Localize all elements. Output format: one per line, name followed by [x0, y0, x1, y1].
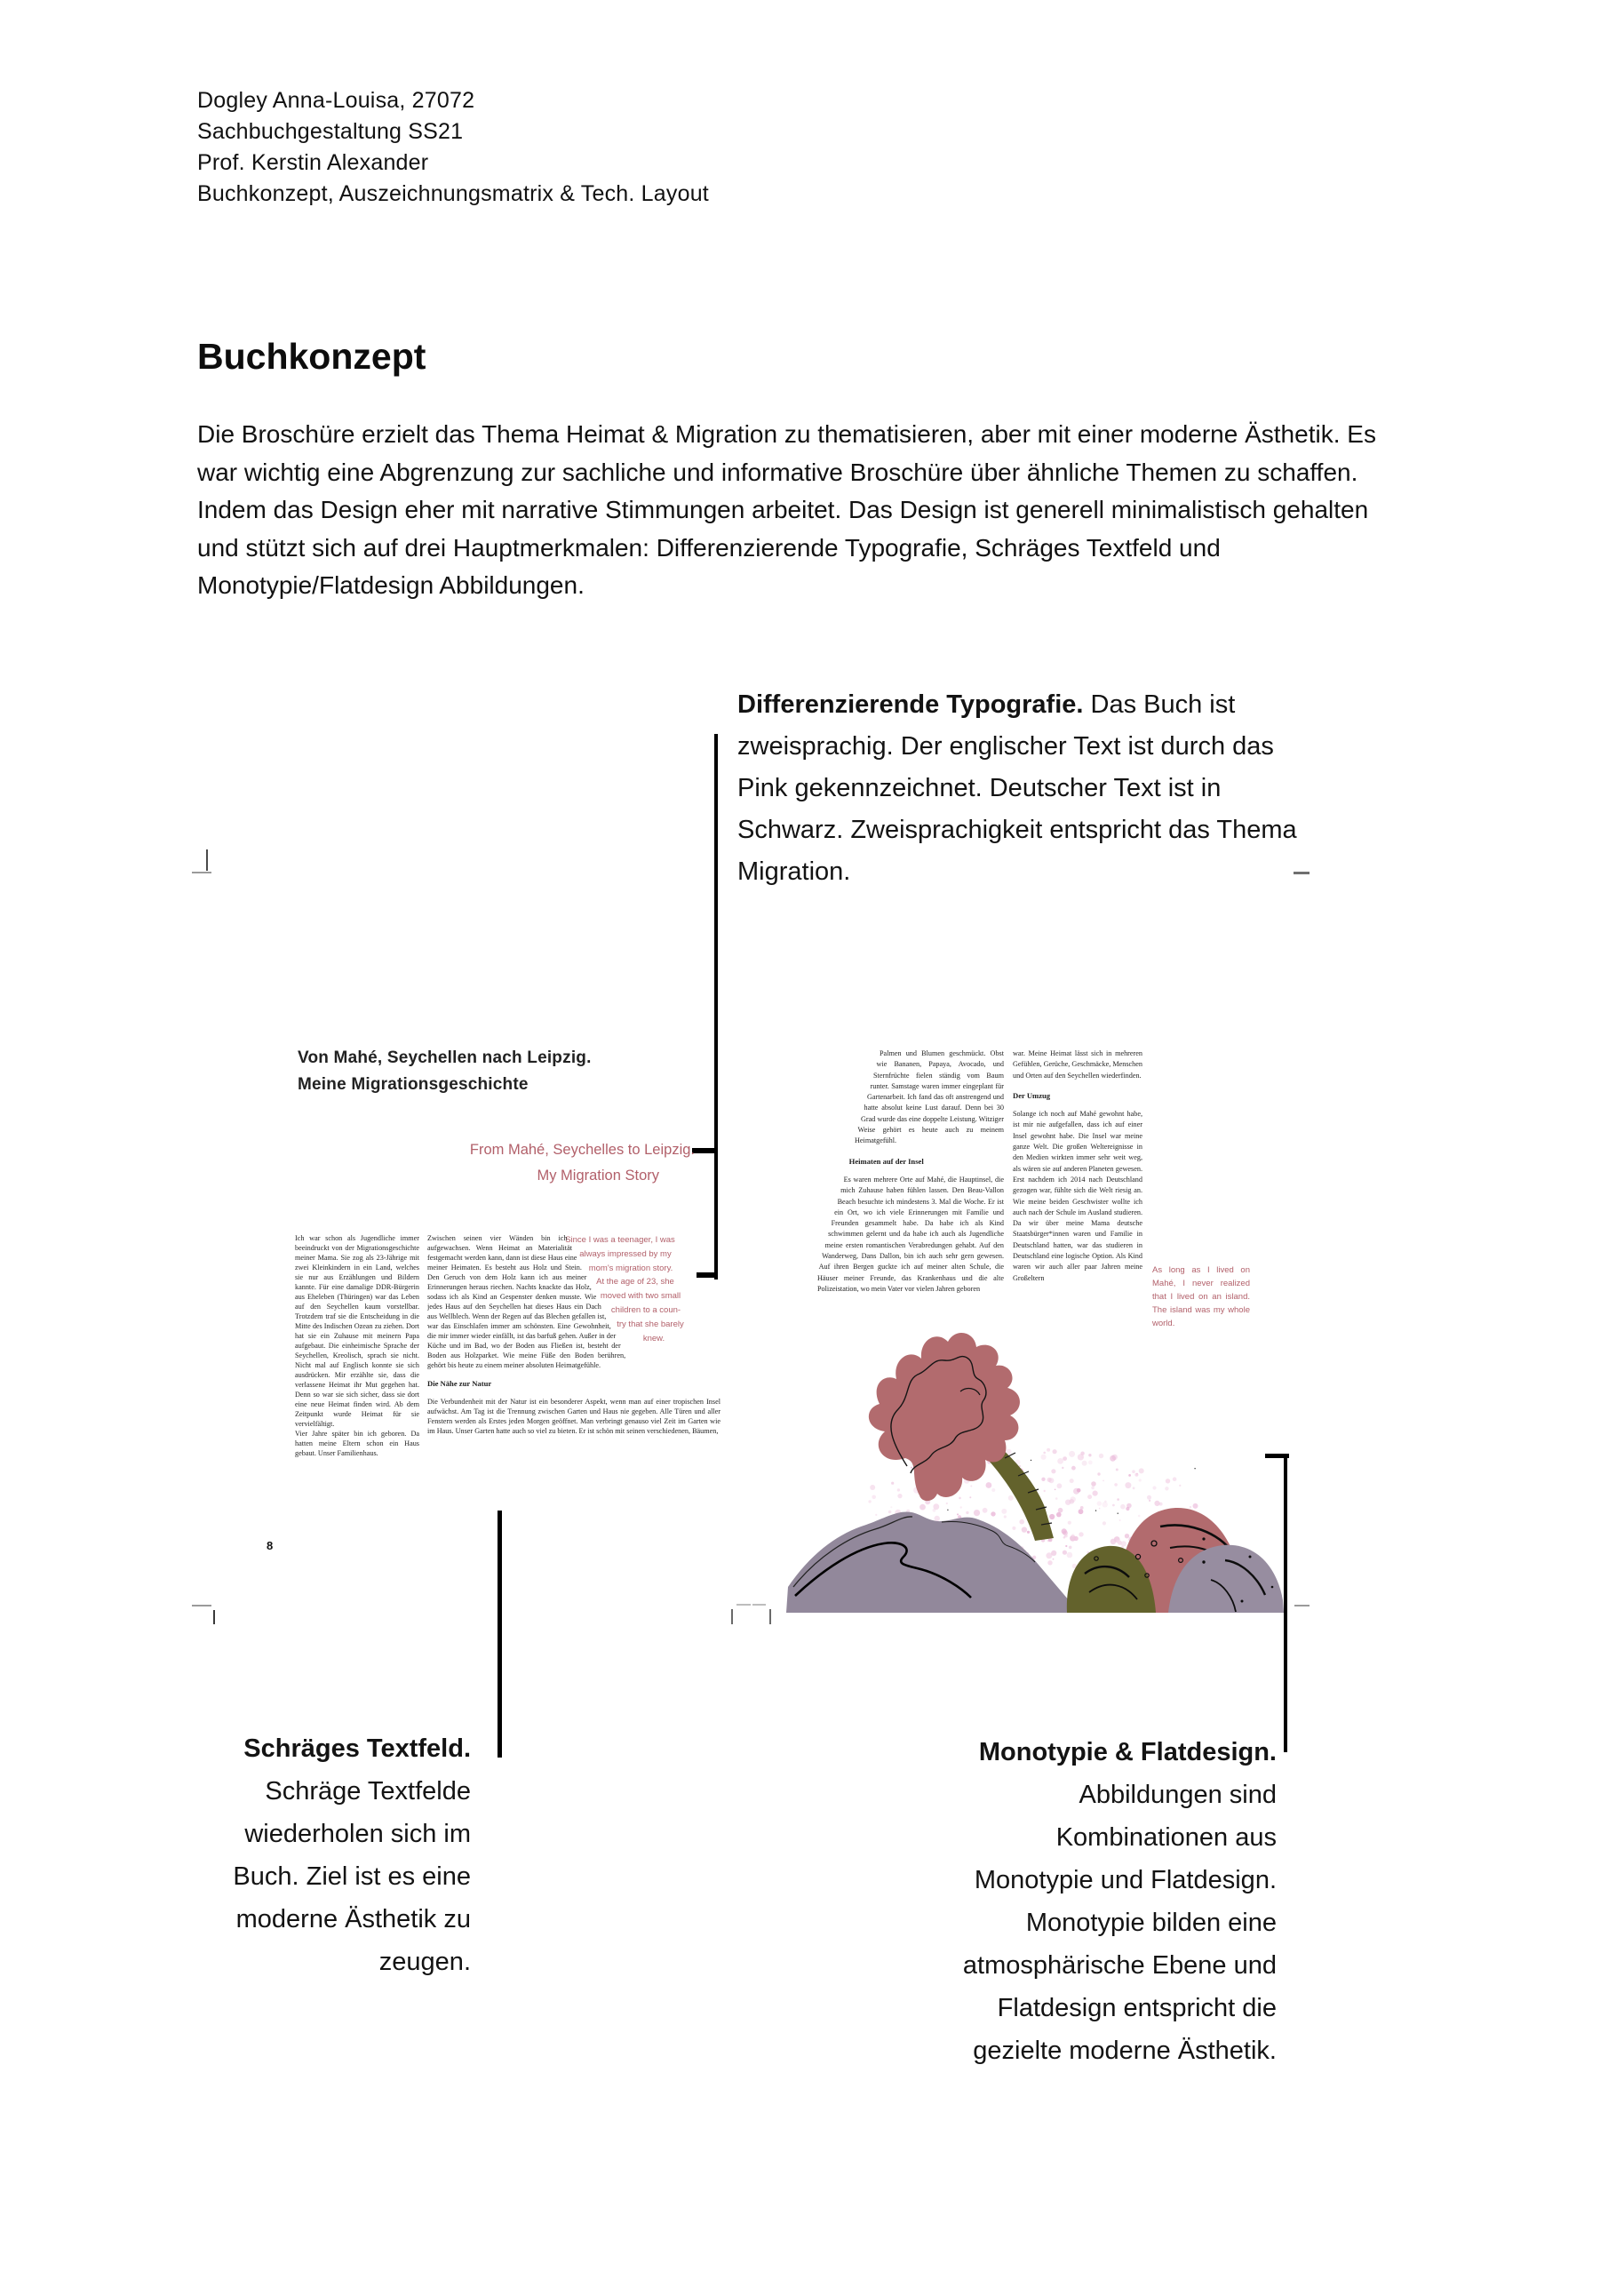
annotation-flatdesign-lead: Monotypie & Flatdesign.	[978, 1738, 1277, 1766]
book-subtitle-line1: From Mahé, Seychelles to Leipzig.	[469, 1142, 695, 1158]
crop-mark	[752, 1604, 766, 1606]
left-col2-paragraph2: Die Verbundenheit mit der Natur ist ein besonderer Aspekt, wenn man auf einer tropischen Insel aufwächst. Am Tag ist die Trennung zwischen Garten und Haus nie gegeben. Alle Türen und aller Fenstern werden als Erstes jeden Morgen geöffnet. Man verbringt genauso viel Zeit im Garten wie im Haus. Unser Garten hatte auch so viel zu bieten. Er ist schön mit seinen verschiedenen, Bäumen,	[427, 1398, 720, 1435]
pink-note-line: try that she barely	[617, 1319, 684, 1329]
right-col2-paragraph: war. Meine Heimat lässt sich in mehreren Gefühlen, Gerüche, Geschmäcke, Menschen und Orten auf den Seychellen wiederfinden.	[1013, 1049, 1142, 1080]
connector-typografie-line	[714, 734, 718, 1280]
annotation-textfeld-body: Schräge Textfelde wiederholen sich im Buch. Ziel ist es eine moderne Ästhetik zu zeugen.	[233, 1777, 471, 1976]
annotation-flatdesign-body: Abbildungen sind Kombinationen aus Monotypie und Flatdesign. Monotypie bilden eine atmosphärische Ebene und Flatdesign entspricht die gezielte moderne Ästhetik.	[962, 1781, 1277, 2065]
left-col2-subhead: Die Nähe zur Natur	[427, 1379, 492, 1388]
intro-paragraph: Die Broschüre erzielt das Thema Heimat & Migration zu thematisieren, aber mit einer moderne Ästhetik. Es war wichtig eine Abgrenzung zur sachliche und informative Broschüre über ähnliche Themen zu schaffen. Indem das Design eher mit narrative Stimmungen arbeitet. Das Design ist generell minimalistisch gehalten und stützt sich auf drei Hauptmerkmalen: Differenzierende Typografie, Schräges Textfeld und Monotypie/Flatdesign Abbildungen.	[197, 420, 1376, 599]
right-page-column-1	[817, 1048, 1004, 1328]
pink-note-line: Since I was a teenager, I was	[565, 1235, 675, 1245]
book-subtitle-line2: My Migration Story	[537, 1168, 659, 1184]
connector-textfeld-line	[498, 1511, 502, 1758]
annotation-typografie-lead: Differenzierende Typografie.	[737, 690, 1084, 719]
crop-mark	[731, 1609, 733, 1624]
pink-note-line: At the age of 23, she	[596, 1277, 674, 1288]
header-professor: Prof. Kerstin Alexander	[197, 150, 429, 175]
annotation-typografie	[737, 684, 1313, 893]
crop-mark	[1294, 872, 1310, 874]
document-header	[197, 85, 709, 210]
right-col1-paragraph2: Es waren mehrere Orte auf Mahé, die Hauptinsel, die mich Zuhause haben fühlen lassen. Den Beau-Vallon Beach besuchte ich mindestens 3. Mal die Woche. Er ist ein Ort, wo ich viele Erinnerungen mit Familie und Freunden gesammelt habe. Da habe ich als Kind schwimmen gelernt und da habe ich auch als Jugendliche meine ersten romantischen Verabredungen gehabt. Auf den Wanderweg, Dans Dallon, bin ich auch sehr gern gewesen. Auf ihren Bergen guckte ich auf meiner alten Schule, die Häuser meiner Freunde, das Krankenhaus und die alte Polizeistation, wo mein Vater vor vielen Jahren geboren	[817, 1175, 1004, 1293]
pink-note-line: moved with two small	[600, 1291, 681, 1302]
left-page-column-1	[295, 1233, 419, 1519]
book-title-line2: Meine Migrationsgeschichte	[298, 1075, 529, 1094]
connector-typografie-arm-top	[692, 1148, 716, 1153]
right-col1-paragraph: Palmen und Blumen geschmückt. Obst wie Bananen, Papaya, Avocado, und Sternfrüchte fielen ständig vom Baum runter. Samstage waren immer eingeplant für Gartenarbeit. Ich fand das oft anstrengend und hatte absolut keine Lust darauf. Denn bei 30 Grad wurde das eine doppelte Leistung. Witziger Weise gehört es heute auch zu meinem Heimatgefühl.	[855, 1049, 1004, 1145]
left-page-column-2	[427, 1233, 720, 1519]
annotation-flatdesign	[948, 1731, 1277, 2072]
annotation-textfeld-lead: Schräges Textfeld.	[243, 1734, 471, 1763]
book-title-english	[427, 1137, 695, 1189]
crop-mark	[769, 1609, 771, 1624]
right-col1-subhead: Heimaten auf der Insel	[848, 1156, 924, 1166]
pink-note-line: children to a coun-	[610, 1304, 681, 1315]
page-number: 8	[267, 1539, 274, 1552]
pink-note-line: knew.	[642, 1333, 665, 1343]
book-title-german	[298, 1045, 592, 1098]
annotation-textfeld	[213, 1727, 471, 1983]
header-author: Dogley Anna-Louisa, 27072	[197, 88, 475, 113]
crop-mark	[192, 872, 211, 873]
crop-mark	[206, 849, 208, 871]
pink-margin-quote: As long as I lived on Mahé, I never realized that I lived on an island. The island was my whole world.	[1152, 1265, 1250, 1328]
left-col2-paragraph: Zwischen seinen vier Wänden bin ich aufgewachsen. Wenn Heimat an Materialität festgemacht werden kann, dann ist diese Haus eine meiner Heimaten. Es besteht aus Holz und Stein. Den Geruch von dem Holz kann ich aus meiner Erinnerungen heraus riechen. Nachts knackte das Holz, sodass ich als Kind an Gespenster denken musste. Wie jedes Haus auf den Seychellen hat dieses Haus ein Dach aus Wellblech. Wenn der Regen auf das Blechen gefallen ist, war das Einschlafen immer am schönsten. Eine Gewohnheit, die mir immer wieder einfällt, ist das barfuß gehen. Außer in der Küche und im Bad, wo der Boden aus Fließen ist, besteht der Boden aus Holzparket. Wie meine Füße den Boden berühren, gehört bis heute zu einem meiner absoluten Heimatgefühle.	[427, 1234, 626, 1369]
right-col2-subhead: Der Umzug	[1013, 1090, 1051, 1100]
pink-note-line: mom's migration story.	[588, 1263, 673, 1273]
book-title-line1: Von Mahé, Seychellen nach Leipzig.	[298, 1048, 592, 1067]
header-course: Sachbuchgestaltung SS21	[197, 119, 464, 144]
left-col1-paragraph: Ich war schon als Jugendliche immer beeindruckt von der Migrationsgeschichte meiner Mama. Sie zog als 23-Jährige mit zwei Kleinkindern in ein Land, welches sie nur aus Erzählungen und Bildern kannte. Für eine damalige DDR-Bürgerin aus Eheleben (Thüringen) war das Leben auf den Seychellen kaum vorstellbar. Trotzdem traf sie die Entscheidung in die Mitte des Indischen Ozean zu ziehen. Dort hat sie ein Zuhause mit meinern Papa aufgebaut. Die einheimische Sprache der Seychellen, Kreolisch, sprach sie nicht. Nicht mal auf Englisch konnte sie sich ausdrücken. Mir erzählte sie, dass die verlassene Heimat ihr Mut gegehen hat. Denn so war sie sich sicher, dass sie dort eine neue Heimat finden wird. Ab dem Zeitpunkt wurde Heimat für sie vervielfältigt.	[295, 1234, 419, 1428]
connector-flatdesign-line	[1284, 1454, 1287, 1752]
left-col1-paragraph2: Vier Jahre später bin ich geboren. Da hatten meine Eltern schon ein Haus gebaut. Unser Familienhaus.	[295, 1430, 419, 1457]
header-subject: Buchkonzept, Auszeichnungsmatrix & Tech. Layout	[197, 181, 709, 206]
monotype-flatdesign-illustration	[786, 1324, 1299, 1613]
pink-note-line: always impressed by my	[579, 1248, 672, 1259]
page-title: Buchkonzept	[197, 336, 426, 377]
crop-mark	[213, 1610, 215, 1624]
annotation-typografie-body: Das Buch ist zweisprachig. Der englischer Text ist durch das Pink gekennzeichnet. Deutscher Text ist in Schwarz. Zweisprachigkeit entspricht das Thema Migration.	[737, 690, 1297, 886]
crop-mark	[736, 1604, 751, 1606]
crop-mark	[192, 1605, 211, 1606]
right-col2-paragraph2: Solange ich noch auf Mahé gewohnt habe, ist mir nie aufgefallen, dass ich auf einer Insel gewohnt habe. Die Insel war meine ganze Welt. Die großen Weltereignisse in den Medien wirkten immer sehr weit weg, als wären sie auf anderen Planeten gewesen. Erst nachdem ich 2014 nach Deutschland gezogen war, fühlte sich die Welt riesig an. Wie meine beiden Geschwister wollte ich auch nach der Schule im Ausland studieren. Da wir über meine Mama deutsche Staatsbürger*innen waren und Familie in Deutschland hatten, war das studieren in Deutschland eine logische Option. Als Kind waren wir auch aller paar Jahren meine Großeltern	[1013, 1110, 1142, 1282]
coral-plant	[869, 1333, 1020, 1501]
